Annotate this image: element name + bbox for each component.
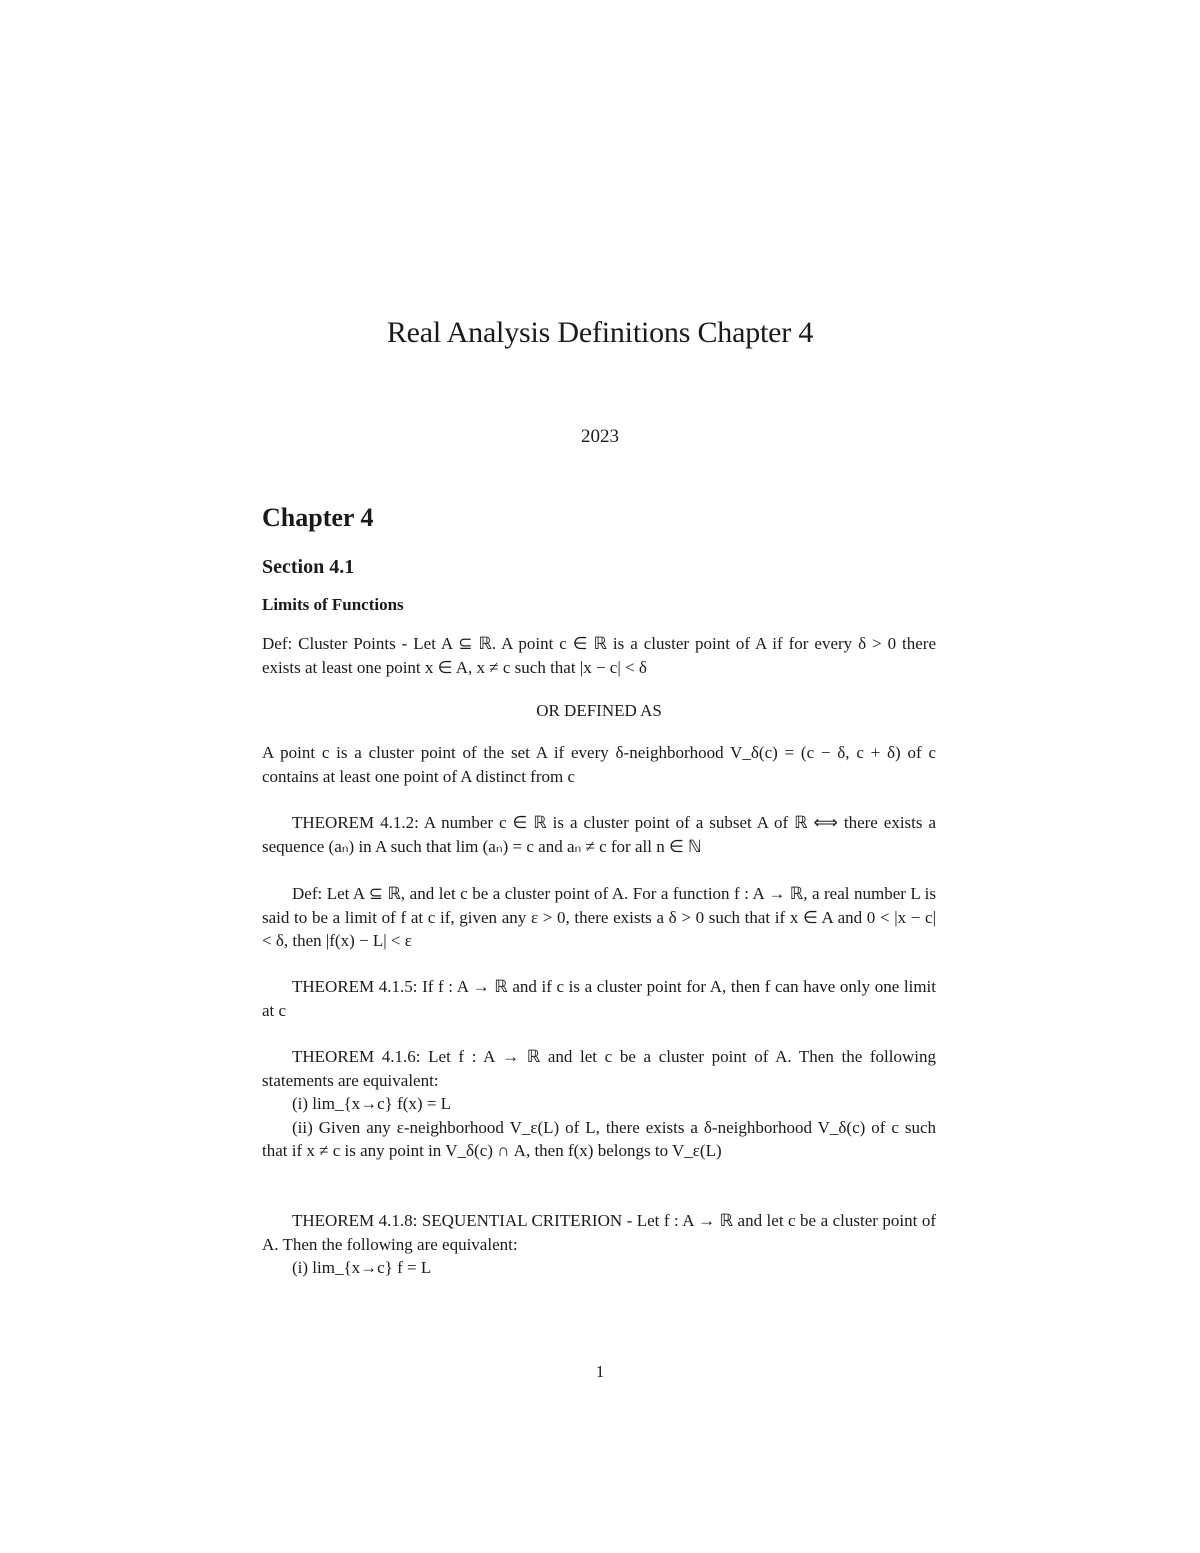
document-title: Real Analysis Definitions Chapter 4 bbox=[386, 316, 814, 349]
theorem-4-1-5 bbox=[262, 975, 936, 1022]
definition-limit bbox=[262, 882, 936, 953]
theorem-4-1-8-item-i: (i) lim_{x→c} f = L bbox=[292, 1258, 432, 1277]
chapter-heading: Chapter 4 bbox=[262, 503, 374, 532]
theorem-4-1-5-text: THEOREM 4.1.5: If f : A → ℝ and if c is a cluster point for A, then f can have only one limit at c bbox=[262, 977, 936, 1020]
or-defined-as-label bbox=[262, 699, 936, 723]
definition-cluster-points bbox=[262, 632, 936, 679]
or-defined-as-text: OR DEFINED AS bbox=[536, 701, 662, 720]
definition-limit-text: Def: Let A ⊆ ℝ, and let c be a cluster point of A. For a function f : A → ℝ, a real number L is said to be a limit of f at c if, given any ε > 0, there exists a δ > 0 such that if x ∈ A and 0 < |x − c| < δ, then |f(x) − L| < ε bbox=[262, 884, 936, 950]
theorem-4-1-2 bbox=[262, 811, 936, 858]
alternate-definition-cluster-point bbox=[262, 741, 936, 788]
page-number: 1 bbox=[595, 1362, 605, 1381]
definition-text: Def: Cluster Points - Let A ⊆ ℝ. A point c ∈ ℝ is a cluster point of A if for every δ > 0 there exists at least one point x ∈ A, x ≠ c such that |x − c| < δ bbox=[262, 634, 936, 677]
subsection-heading: Limits of Functions bbox=[262, 595, 404, 614]
section-heading: Section 4.1 bbox=[262, 556, 355, 578]
theorem-4-1-2-text: THEOREM 4.1.2: A number c ∈ ℝ is a cluster point of a subset A of ℝ ⟺ there exists a sequence (aₙ) in A such that lim (aₙ) = c and aₙ ≠ c for all n ∈ ℕ bbox=[262, 813, 936, 856]
theorem-4-1-6-item-i: (i) lim_{x→c} f(x) = L bbox=[292, 1094, 452, 1113]
theorem-4-1-8-statement: THEOREM 4.1.8: SEQUENTIAL CRITERION - Let f : A → ℝ and let c be a cluster point of A. Then the following are equivalent: bbox=[262, 1211, 936, 1254]
alternate-definition-text: A point c is a cluster point of the set A if every δ-neighborhood V_δ(c) = (c − δ, c + δ) of c contains at least one point of A distinct from c bbox=[262, 743, 936, 786]
theorem-4-1-8 bbox=[262, 1209, 936, 1280]
theorem-4-1-6-statement: THEOREM 4.1.6: Let f : A → ℝ and let c be a cluster point of A. Then the following statements are equivalent: bbox=[262, 1047, 936, 1090]
theorem-4-1-6-item-ii: (ii) Given any ε-neighborhood V_ε(L) of L, there exists a δ-neighborhood V_δ(c) of c such that if x ≠ c is any point in V_δ(c) ∩ A, then f(x) belongs to V_ε(L) bbox=[262, 1117, 936, 1160]
theorem-4-1-6 bbox=[262, 1045, 936, 1163]
document-date: 2023 bbox=[581, 426, 619, 447]
